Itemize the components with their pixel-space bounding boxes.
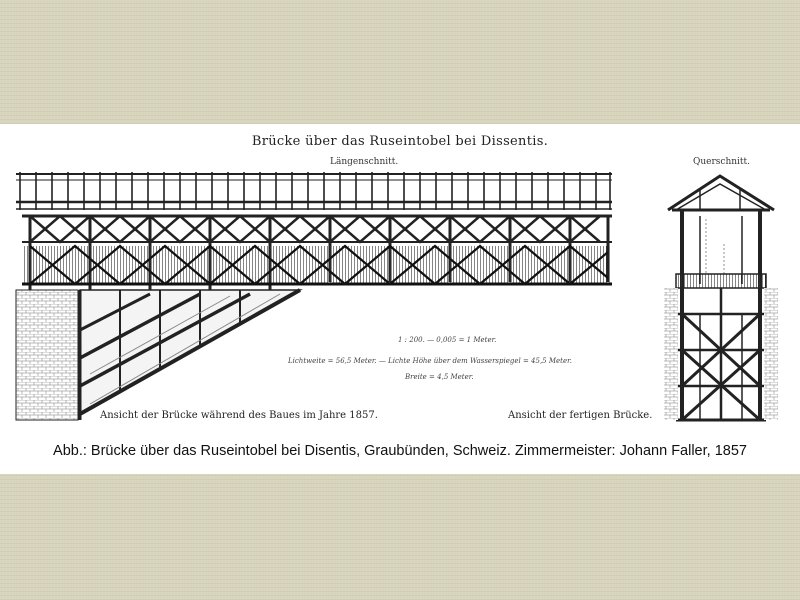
construction-view-caption: Ansicht der Brücke während des Baues im Jahre 1857. (100, 410, 378, 421)
longitudinal-section-label: Längenschnitt. (330, 157, 399, 167)
figure-caption: Abb.: Brücke über das Ruseintobel bei Disentis, Graubünden, Schweiz. Zimmermeister: Johann Faller, 1857 (53, 443, 747, 459)
deck-hatching (22, 246, 612, 284)
bridge-engraving (0, 124, 800, 474)
finished-view-caption: Ansicht der fertigen Brücke. (508, 410, 653, 421)
span-note: Lichtweite = 56,5 Meter. — Lichte Höhe über dem Wasserspiegel = 45,5 Meter. (288, 357, 572, 365)
cross-section-masonry-right (764, 288, 778, 420)
textured-background-top (0, 0, 800, 124)
textured-background-bottom (0, 474, 800, 600)
engraving-panel (0, 124, 800, 474)
cross-section-label: Querschnitt. (693, 157, 751, 167)
scale-note: 1 : 200. — 0,005 = 1 Meter. (398, 336, 497, 344)
plate-title: Brücke über das Ruseintobel bei Dissentis. (251, 134, 549, 149)
construction-falsework (80, 290, 300, 420)
masonry-abutment (16, 290, 78, 420)
cross-section-masonry-left (664, 288, 678, 420)
cross-section-drawing (668, 176, 774, 420)
width-note: Breite = 4,5 Meter. (405, 373, 474, 381)
